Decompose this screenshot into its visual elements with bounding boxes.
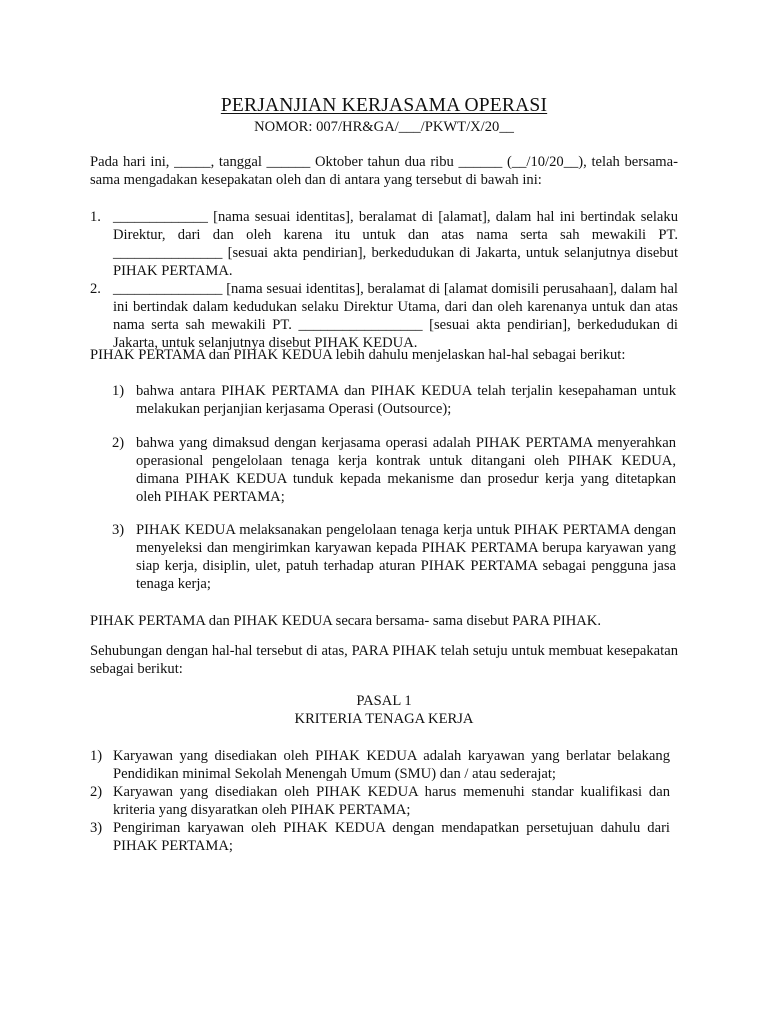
point-text: bahwa antara PIHAK PERTAMA dan PIHAK KEDUA telah terjalin kesepahaman untuk melakukan perjanjian kerjasama Operasi (Outsource); bbox=[136, 383, 676, 417]
section-item-text: Karyawan yang disediakan oleh PIHAK KEDUA harus memenuhi standar kualifikasi dan kriteria yang disyaratkan oleh PIHAK PERTAMA; bbox=[113, 784, 670, 818]
list-item bbox=[90, 783, 670, 819]
list-marker: 1) bbox=[90, 748, 103, 764]
intro-paragraph: Pada hari ini, _____, tanggal ______ Oktober tahun dua ribu ______ (__/10/20__), telah bersama- sama mengadakan kesepakatan oleh dan di antara yang tersebut di bawah ini: bbox=[90, 154, 678, 188]
section-number: PASAL 1 bbox=[356, 693, 412, 709]
parties-list bbox=[90, 208, 678, 352]
document-title: PERJANJIAN KERJASAMA OPERASI bbox=[220, 95, 548, 116]
para-pihak-paragraph: PIHAK PERTAMA dan PIHAK KEDUA secara bersama- sama disebut PARA PIHAK. bbox=[90, 613, 601, 629]
list-item bbox=[112, 521, 676, 593]
section-item-text: Karyawan yang disediakan oleh PIHAK KEDUA adalah karyawan yang berlatar belakang Pendidikan minimal Sekolah Menengah Umum (SMU) dan / atau sederajat; bbox=[113, 748, 670, 782]
list-marker: 2. bbox=[90, 281, 101, 297]
party-first-text: _____________ [nama sesuai identitas], beralamat di [alamat], dalam hal ini bertindak selaku Direktur, dari dan oleh karena itu untuk dan atas nama serta sah mewakili PT. _______________ [sesuai akta pendirian], berkedudukan di Jakarta, untuk selanjutnya disebut PIHAK PERTAMA. bbox=[113, 209, 678, 279]
explain-intro-paragraph: PIHAK PERTAMA dan PIHAK KEDUA lebih dahulu menjelaskan hal-hal sebagai berikut: bbox=[90, 347, 626, 363]
section-item-text: Pengiriman karyawan oleh PIHAK KEDUA dengan mendapatkan persetujuan dahulu dari PIHAK PERTAMA; bbox=[113, 820, 670, 854]
party-second-text: _______________ [nama sesuai identitas], beralamat di [alamat domisili perusahaan], dalam hal ini bertindak dalam kedudukan selaku Direktur Utama, dari dan oleh karenanya untuk dan atas nama serta sah mewakili PT. _________________ [sesuai akta pendirian], berkedudukan di Jakarta, untuk selanjutnya disebut PIHAK KEDUA. bbox=[113, 281, 678, 351]
agreement-intro-paragraph: Sehubungan dengan hal-hal tersebut di atas, PARA PIHAK telah setuju untuk membuat kesepakatan sebagai berikut: bbox=[90, 643, 678, 677]
list-marker: 2) bbox=[90, 784, 103, 800]
list-item bbox=[90, 819, 670, 855]
document-number: NOMOR: 007/HR&GA/___/PKWT/X/20__ bbox=[254, 119, 514, 135]
list-marker: 3) bbox=[90, 820, 103, 836]
list-marker: 1. bbox=[90, 209, 101, 225]
list-marker: 3) bbox=[112, 522, 125, 538]
point-text: bahwa yang dimaksud dengan kerjasama operasi adalah PIHAK PERTAMA menyerahkan operasional pengelolaan tenaga kerja kontrak untuk ditangani oleh PIHAK KEDUA, dimana PIHAK KEDUA tunduk kepada mekanisme dan prosedur kerja yang ditetapkan oleh PIHAK PERTAMA; bbox=[136, 435, 676, 505]
point-text: PIHAK KEDUA melaksanakan pengelolaan tenaga kerja untuk PIHAK PERTAMA dengan menyeleksi dan mengirimkan karyawan kepada PIHAK PERTAMA berupa karyawan yang siap kerja, disiplin, ulet, patuh terhadap aturan PIHAK PERTAMA sebagai pengguna jasa tenaga kerja; bbox=[136, 522, 676, 592]
list-item bbox=[90, 747, 670, 783]
list-marker: 2) bbox=[112, 435, 125, 451]
list-item bbox=[112, 382, 676, 418]
section-title: KRITERIA TENAGA KERJA bbox=[294, 711, 474, 727]
section-items-list bbox=[90, 747, 670, 855]
list-item bbox=[90, 280, 678, 352]
list-item bbox=[90, 208, 678, 280]
list-marker: 1) bbox=[112, 383, 125, 399]
list-item bbox=[112, 434, 676, 506]
